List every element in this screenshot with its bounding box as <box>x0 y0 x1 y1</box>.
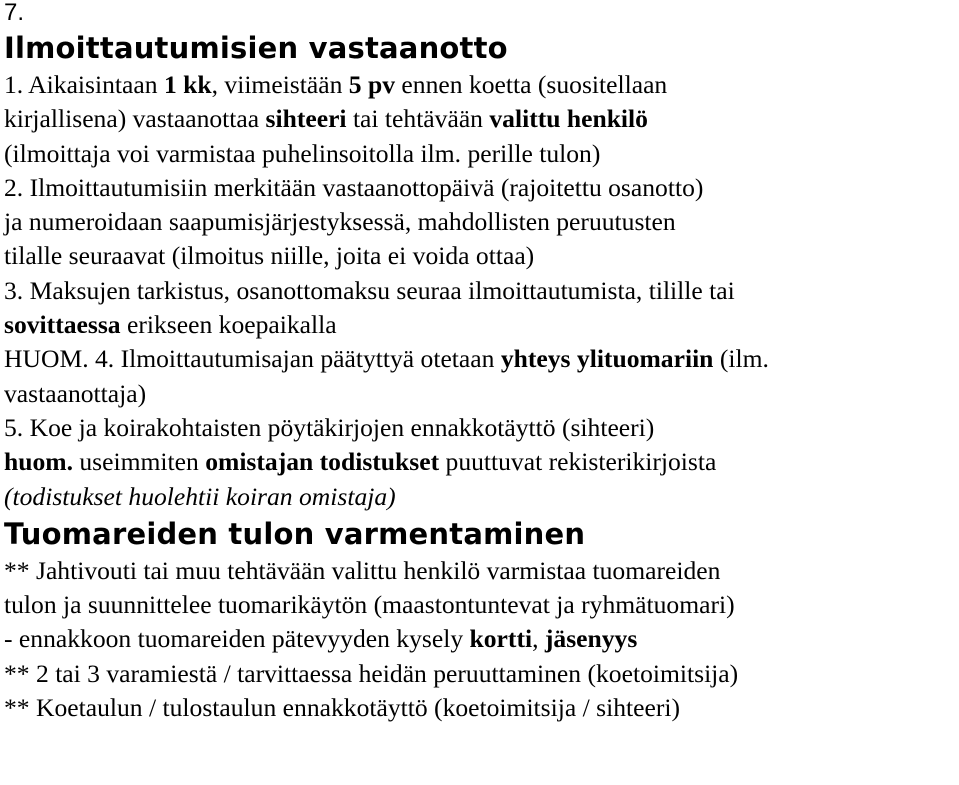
judges-line-5: ** Koetaulun / tulostaulun ennakkotäyttö (koetoimitsija / sihteeri) <box>4 693 680 723</box>
judges-line-1: ** Jahtivouti tai muu tehtävään valittu henkilö varmistaa tuomareiden <box>4 555 721 585</box>
heading-registrations: Ilmoittautumisien vastaanotto <box>4 31 508 65</box>
item-5-line-3: (todistukset huolehtii koiran omistaja) <box>4 481 396 511</box>
judges-line-3: - ennakkoon tuomareiden pätevyyden kysely kortti, jäsenyys <box>4 624 638 654</box>
item-3-line-2: sovittaessa erikseen koepaikalla <box>4 310 337 340</box>
item-1-line-3: (ilmoittaja voi varmistaa puhelinsoitolla ilm. perille tulon) <box>4 138 601 168</box>
item-2-line-2: ja numeroidaan saapumisjärjestyksessä, mahdollisten peruutusten <box>4 207 676 237</box>
slide-number: 7. <box>4 0 25 26</box>
item-5-line-2: huom. useimmiten omistajan todistukset puuttuvat rekisterikirjoista <box>4 447 717 477</box>
item-4-line-1: HUOM. 4. Ilmoittautumisajan päätyttyä otetaan yhteys ylituomariin (ilm. <box>4 344 769 374</box>
item-5-line-1: 5. Koe ja koirakohtaisten pöytäkirjojen ennakkotäyttö (sihteeri) <box>4 412 655 442</box>
document-page <box>4 0 956 725</box>
heading-judges: Tuomareiden tulon varmentaminen <box>4 516 586 551</box>
judges-line-2: tulon ja suunnittelee tuomarikäytön (maastontuntevat ja ryhmätuomari) <box>4 590 735 620</box>
judges-line-4: ** 2 tai 3 varamiestä / tarvittaessa heidän peruuttaminen (koetoimitsija) <box>4 658 739 688</box>
item-4-line-2: vastaanottaja) <box>4 378 147 408</box>
item-1-line-2: kirjallisena) vastaanottaa sihteeri tai tehtävään valittu henkilö <box>4 104 648 134</box>
item-2-line-3: tilalle seuraavat (ilmoitus niille, joita ei voida ottaa) <box>4 241 535 271</box>
item-2-line-1: 2. Ilmoittautumisiin merkitään vastaanottopäivä (rajoitettu osanotto) <box>4 172 704 202</box>
item-1-line-1: 1. Aikaisintaan 1 kk, viimeistään 5 pv ennen koetta (suositellaan <box>4 70 668 99</box>
item-3-line-1: 3. Maksujen tarkistus, osanottomaksu seuraa ilmoittautumista, tilille tai <box>4 275 735 305</box>
